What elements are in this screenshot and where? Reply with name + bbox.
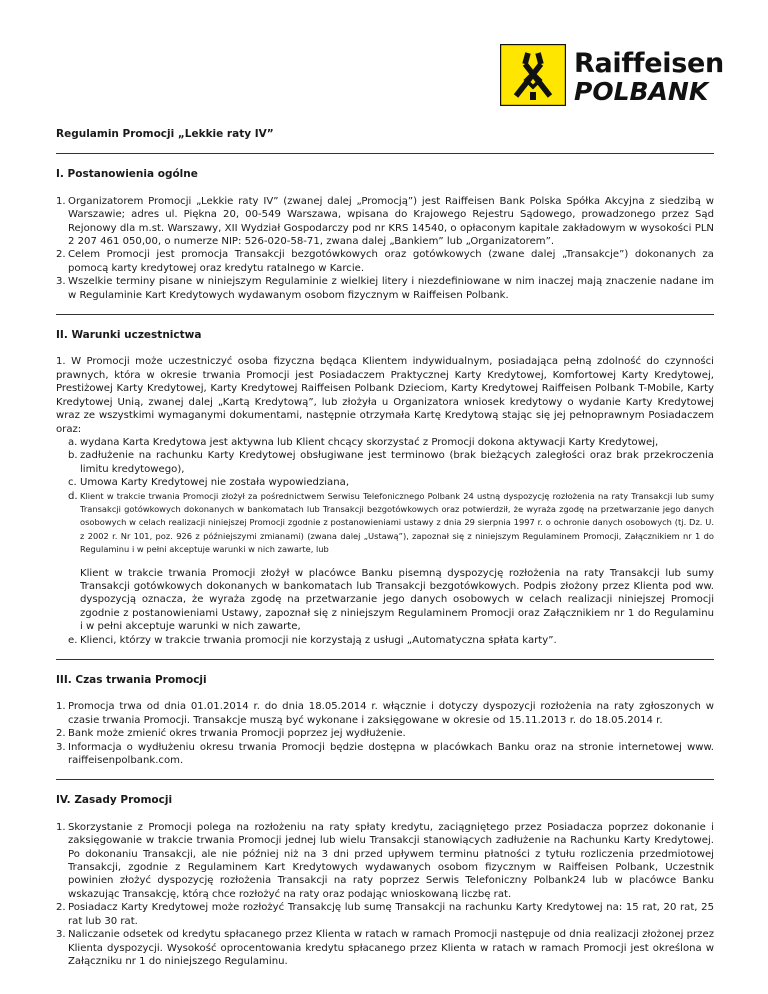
list-item: a. wydana Karta Kredytowa jest aktywna lub Klient chcący skorzystać z Promocji dokona aktywacji Karty Kredytowej, [68, 436, 659, 448]
logo-wordmark-raiffeisen: Raiffeisen [574, 48, 724, 79]
list-item: 1. Skorzystanie z Promocji polega na rozłożeniu na raty spłaty kredytu, zaciągniętego przez Posiadacza poprzez dokonanie i zaksięgowanie w trakcie trwania Promocji jednej lub wielu Transakcji stanowiących zadłużenie na Rachunku Karty Kredytowej. Po dokonaniu Transakcji, ale nie później niż na 3 dni przed upływem terminu płatności z tytułu rozliczenia przedmiotowej Transakcji, zgodnie z Regulaminem Kart Kredytowych wydawanych osobom fizycznym w Raiffeisen Polbank, Uczestnik powinien złożyć dyspozycję rozłożenia Transakcji na raty poprzez Serwis Telefoniczny Polbank24 lub w placówce Banku wskazując Transakcję, którą chce rozłożyć na raty oraz podając wnioskowaną liczbę rat. [56, 821, 714, 900]
list-item: 2. Bank może zmienić okres trwania Promocji poprzez jej wydłużenie. [56, 728, 406, 740]
document-title: Regulamin Promocji „Lekkie raty IV” [56, 128, 274, 140]
section-rules-list [56, 821, 714, 968]
list-item: b. zadłużenie na rachunku Karty Kredytowej obsługiwane jest terminowo (brak bieżących zaległości oraz brak przekroczenia limitu kredytowego), [68, 450, 714, 475]
list-item: 3. Wszelkie terminy pisane w niniejszym Regulaminie z wielkiej litery i niezdefiniowane w nim inaczej mają znaczenie nadane im w Regulaminie Kart Kredytowych wydawanym osobom fizycznym w Raiffeisen Polbank. [56, 276, 714, 301]
list-item: 3. Informacja o wydłużeniu okresu trwania Promocji będzie dostępna w placówkach Banku oraz na stronie internetowej www. raiffeisenpolbank.com. [56, 741, 714, 767]
participation-intro: 1. W Promocji może uczestniczyć osoba fizyczna będąca Klientem indywidualnym, posiadająca pełną zdolność do czynności prawnych, która w okresie trwania Promocji jest Posiadaczem Praktycznej Karty Kredytowej, Komfortowej Karty Kredytowej, Prestiżowej Karty Kredytowej, Karty Kredytowej Raiffeisen Polbank Dzieciom, Karty Kredytowej Raiffeisen Polbank T-Mobile, Karty Kredytowej Unią, zwanej dalej „Kartą Kredytową”, lub złożyła u Organizatora wniosek kredytowy o wydanie Karty Kredytowej wraz ze wszystkimi wymaganymi dokumentami, następnie otrzymała Kartę Kredytową stając się jej pełnoprawnym Posiadaczem oraz: [56, 356, 714, 435]
section-heading-duration: III. Czas trwania Promocji [56, 674, 207, 686]
section-heading-general: I. Postanowienia ogólne [56, 168, 198, 181]
list-item: 3. Naliczanie odsetek od kredytu spłacanego przez Klienta w ratach w ramach Promocji następuje od dnia realizacji złożonej przez Klienta dyspozycji. Wysokość oprocentowania kredytu spłacanego przez Klienta w ratach w ramach Promocji jest określona w Załączniku nr 1 do niniejszego Regulaminu. [56, 929, 714, 967]
participation-conditions-list [56, 436, 714, 557]
participation-conditions-list-cont [56, 634, 714, 647]
section-heading-rules: IV. Zasady Promocji [56, 794, 173, 807]
section-divider [56, 659, 714, 660]
list-item: 2. Posiadacz Karty Kredytowej może rozłożyć Transakcję lub sumę Transakcji na rachunku Karty Kredytowej na: 15 rat, 20 rat, 25 rat lub 30 rat. [56, 902, 714, 927]
list-item: 2. Celem Promocji jest promocja Transakcji bezgotówkowych oraz gotówkowych (zwane dalej „Transakcje”) dokonanych za pomocą karty kredytowej oraz kredytu ratalnego w Karcie. [56, 249, 714, 274]
section-divider [56, 153, 714, 154]
section-duration-list [56, 700, 714, 767]
participation-written-order-paragraph: Klient w trakcie trwania Promocji złożył w placówce Banku pisemną dyspozycję rozłożenia na raty Transakcji lub sumy Transakcji gotówkowych dokonanych w bankomatach lub Transakcji bezgotówkowych. Podpis złożony przez Klienta pod ww. dyspozycją oznacza, że wyraża zgodę na przetwarzanie jego danych osobowych w celach realizacji niniejszej Promocji zgodnie z postanowieniami Ustawy, zapoznał się z niniejszym Regulaminem Promocji oraz Załącznikiem nr 1 do Regulaminu i w pełni akceptuje warunki w nich zawarte, [80, 567, 714, 633]
list-item: 1. Organizatorem Promocji „Lekkie raty IV” (zwanej dalej „Promocją”) jest Raiffeisen Bank Polska Spółka Akcyjna z siedzibą w Warszawie; adres ul. Piękna 20, 00-549 Warszawa, wpisana do Krajowego Rejestru Sądowego, prowadzonego przez Sąd Rejonowy dla m.st. Warszawy, XII Wydział Gospodarczy pod nr KRS 14540, o opłaconym kapitale zakładowym w wysokości PLN 2 207 461 050,00, o numerze NIP: 526-020-58-71, zwana dalej „Bankiem” lub „Organizatorem”. [56, 195, 714, 248]
section-divider [56, 314, 714, 315]
list-item: c. Umowa Karty Kredytowej nie została wypowiedziana, [68, 477, 350, 489]
regulations-document [56, 128, 714, 968]
raiffeisen-gable-cross-icon [500, 44, 566, 106]
section-divider [56, 779, 714, 780]
list-item: 1. Promocja trwa od dnia 01.01.2014 r. do dnia 18.05.2014 r. włącznie i dotyczy dyspozycji rozłożenia na raty zgłoszonych w czasie trwania Promocji. Transakcje muszą być wykonane i zaksięgowane w okresie od 15.11.2013 r. do 18.05.2014 r. [56, 701, 714, 726]
section-heading-participation: II. Warunki uczestnictwa [56, 329, 202, 342]
section-general-list [56, 195, 714, 302]
logo-wordmark-polbank: POLBANK [574, 77, 709, 106]
list-item: e. Klienci, którzy w trakcie trwania promocji nie korzystają z usługi „Automatyczna spłata karty”. [68, 634, 557, 646]
list-item: d. Klient w trakcie trwania Promocji złożył za pośrednictwem Serwisu Telefonicznego Polbank 24 ustną dyspozycję rozłożenia na raty Transakcji lub sumy Transakcji gotówkowych dokonanych w bankomatach lub Transakcji bezgotówkowych oraz potwierdził, że wyraża zgodę na przetwarzanie jego danych osobowych w celach realizacji niniejszej Promocji zgodnie z postanowieniami ustawy z dnia 29 sierpnia 1997 r. o ochronie danych osobowych (tj. Dz. U. z 2002 r. Nr 101, poz. 926 z późniejszymi zmianami) (zwana dalej „Ustawą”), zapoznał się z niniejszym Regulaminem Promocji, Załącznikiem nr 1 do Regulaminu i w pełni akceptuje warunki w nich zawarte, lub [68, 490, 714, 555]
bank-logo [500, 44, 724, 106]
